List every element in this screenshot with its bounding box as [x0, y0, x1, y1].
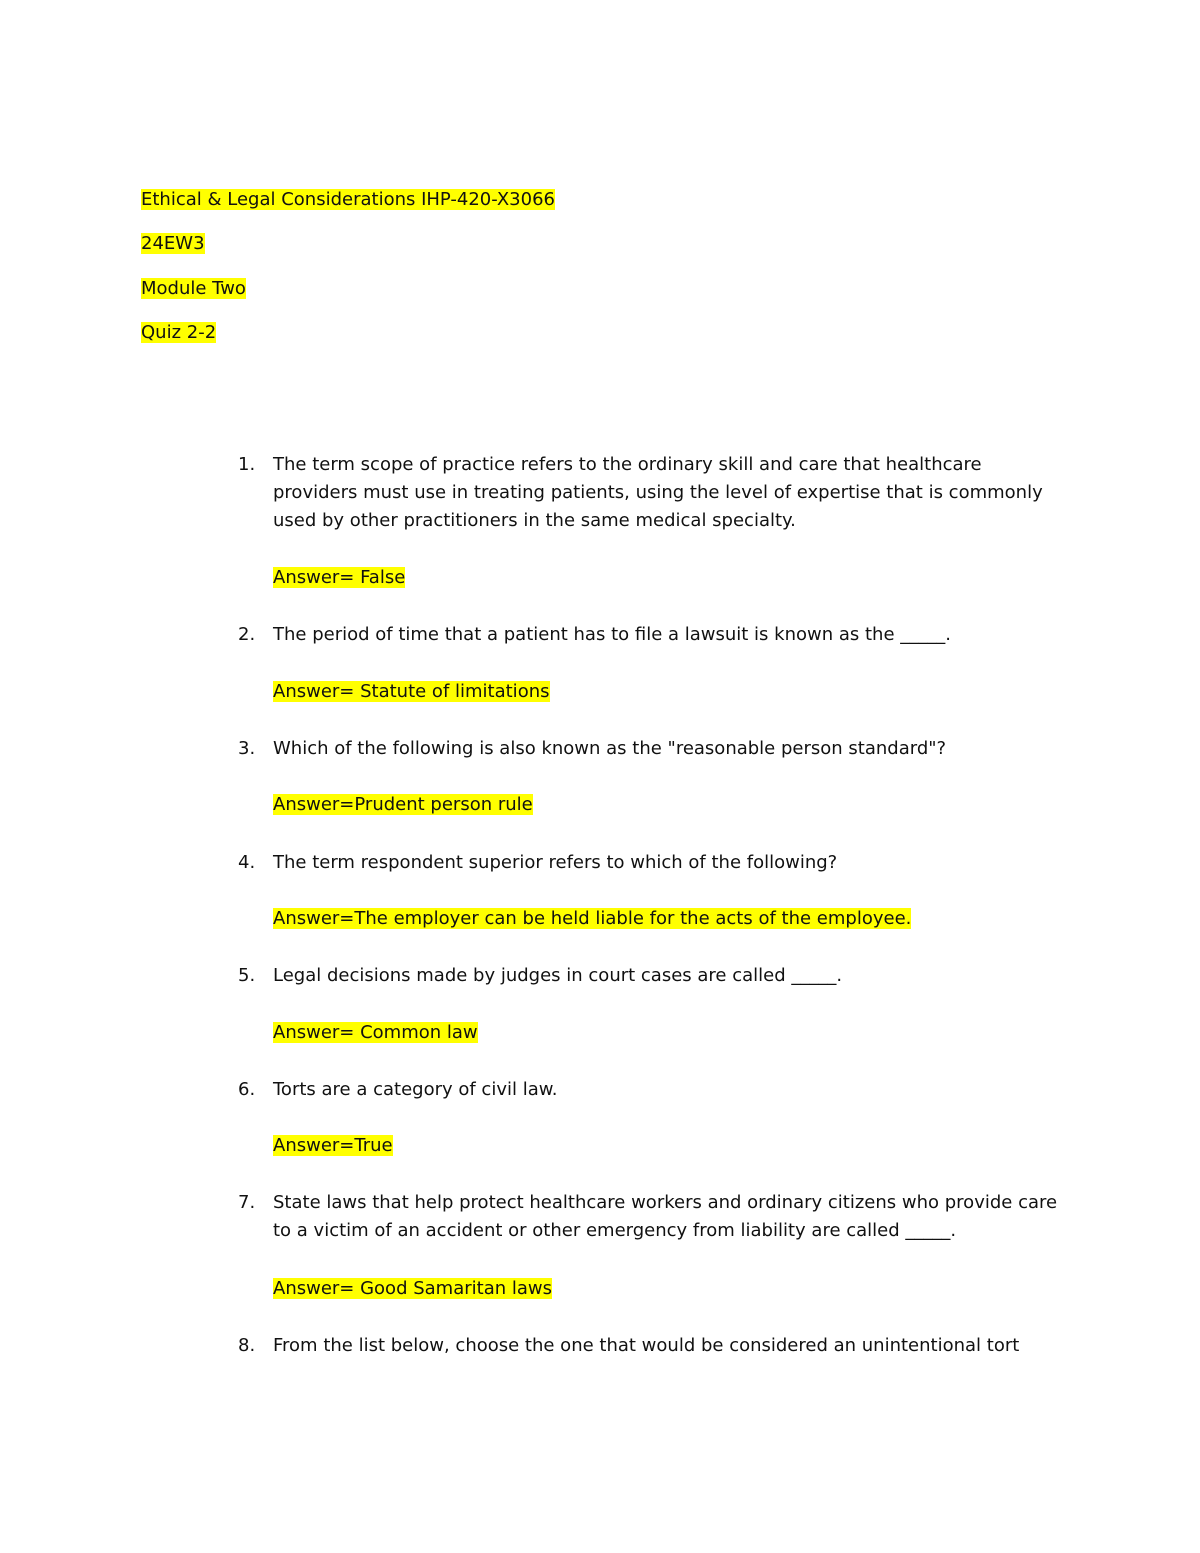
answer-5	[273, 1020, 478, 1046]
answer-6	[273, 1133, 393, 1159]
answer-1	[273, 565, 405, 591]
question-1	[238, 451, 1068, 535]
question-text: Legal decisions made by judges in court cases are called _____.	[273, 965, 843, 986]
course-title	[141, 188, 555, 212]
question-text: The term respondent superior refers to which of the following?	[273, 852, 838, 873]
question-number: 8.	[238, 1335, 256, 1356]
module-name	[141, 277, 246, 301]
answer-7	[273, 1276, 552, 1302]
answer-text: Answer=True	[273, 1135, 393, 1156]
question-number: 7.	[238, 1192, 256, 1213]
question-number: 1.	[238, 454, 256, 475]
answer-text: Answer= Statute of limitations	[273, 681, 550, 702]
question-text: Torts are a category of civil law.	[273, 1079, 558, 1100]
quiz-name	[141, 321, 216, 345]
question-3	[238, 735, 1068, 763]
term-code-text: 24EW3	[141, 233, 205, 254]
question-number: 4.	[238, 852, 256, 873]
question-text: Which of the following is also known as the "reasonable person standard"?	[273, 738, 947, 759]
question-number: 3.	[238, 738, 256, 759]
question-4	[238, 849, 1068, 877]
question-2	[238, 621, 1068, 649]
question-text: The term scope of practice refers to the ordinary skill and care that healthcare providers must use in treating patients, using the level of expertise that is commonly used by other practitioners in the same medical specialty.	[273, 454, 1043, 531]
answer-text: Answer=Prudent person rule	[273, 794, 533, 815]
answer-3	[273, 792, 533, 818]
question-7	[238, 1189, 1068, 1245]
question-text: The period of time that a patient has to file a lawsuit is known as the _____.	[273, 624, 951, 645]
question-5	[238, 962, 1068, 990]
question-number: 5.	[238, 965, 256, 986]
answer-text: Answer= Common law	[273, 1022, 478, 1043]
answer-4	[273, 906, 911, 932]
question-6	[238, 1076, 1068, 1104]
course-title-text: Ethical & Legal Considerations IHP-420-X3066	[141, 189, 555, 210]
question-text: State laws that help protect healthcare workers and ordinary citizens who provide care to a victim of an accident or other emergency from liability are called _____.	[273, 1192, 1058, 1241]
quiz-name-text: Quiz 2-2	[141, 322, 217, 343]
answer-text: Answer=The employer can be held liable for the acts of the employee.	[273, 908, 912, 929]
answer-text: Answer= Good Samaritan laws	[273, 1278, 552, 1299]
question-number: 6.	[238, 1079, 256, 1100]
question-8	[238, 1332, 1068, 1360]
module-name-text: Module Two	[141, 278, 246, 299]
term-code	[141, 232, 205, 256]
question-number: 2.	[238, 624, 256, 645]
answer-text: Answer= False	[273, 567, 406, 588]
question-text: From the list below, choose the one that would be considered an unintentional tort	[273, 1335, 1020, 1356]
answer-2	[273, 679, 550, 705]
